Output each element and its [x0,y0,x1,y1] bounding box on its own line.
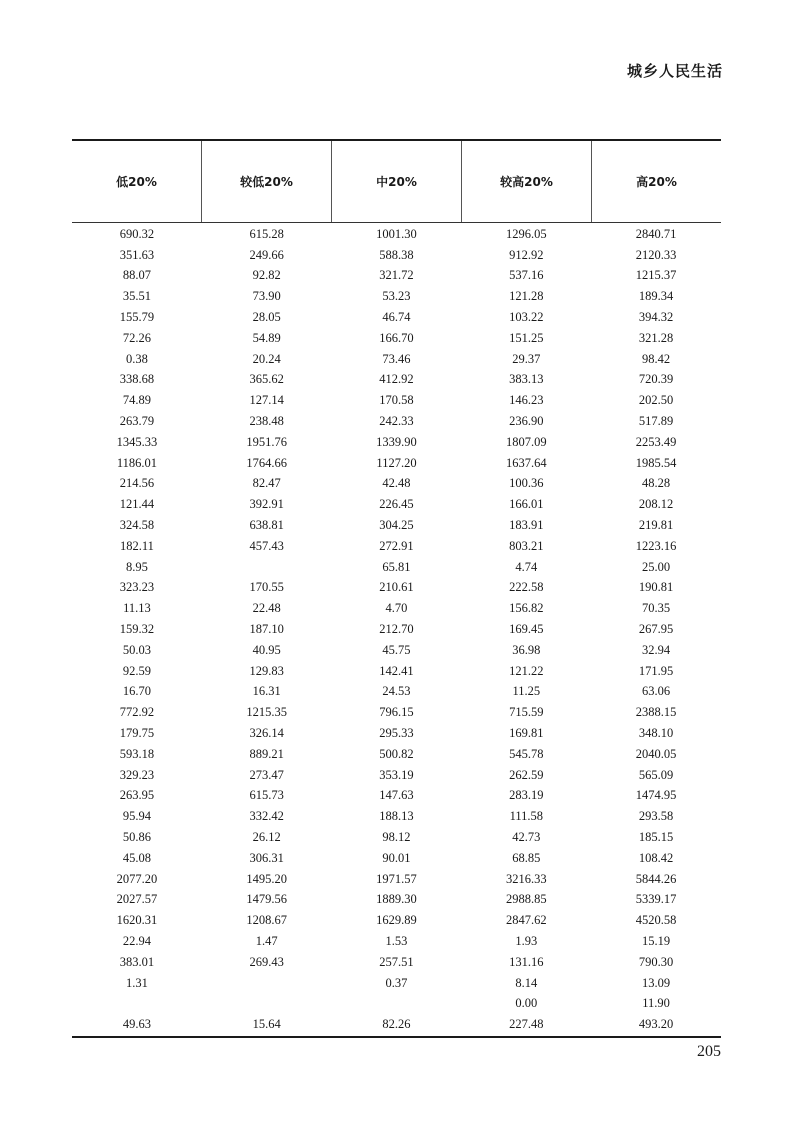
table-cell: 222.58 [509,580,544,595]
table-cell: 2253.49 [635,434,677,449]
table-cell: 1215.35 [246,705,287,720]
table-cell: 92.82 [252,268,281,283]
table-cell: 1889.30 [376,892,417,907]
table-cell: 155.79 [119,310,155,325]
table-cell: 90.01 [382,850,411,865]
table-row [72,1014,721,1035]
table-cell: 365.62 [249,372,284,387]
table-row [72,474,721,495]
table-cell: 98.12 [382,830,411,844]
table-cell: 8.95 [125,559,148,574]
table-cell: 11.25 [512,684,541,699]
table-cell: 351.63 [119,247,155,262]
table-cell: 187.10 [249,622,284,637]
table-cell: 263.79 [119,414,155,429]
table-cell: 383.01 [119,954,155,969]
table-cell: 615.28 [249,226,284,241]
table-row [72,328,721,349]
table-cell: 1345.33 [116,434,158,449]
table-cell: 170.55 [249,580,284,595]
table-cell: 249.66 [249,247,284,262]
table-cell: 29.37 [512,351,541,366]
table-cell: 304.25 [379,518,414,533]
table-cell: 638.81 [249,518,284,533]
table-cell: 182.11 [119,538,154,553]
table-cell: 269.43 [249,954,284,969]
table-cell: 2988.85 [505,892,547,907]
table-row [72,640,721,661]
table-cell: 73.90 [252,289,281,304]
table-cell: 129.83 [249,663,284,678]
table-cell: 715.59 [509,705,544,720]
table-cell: 912.92 [509,247,544,262]
table-cell: 4520.58 [635,913,677,928]
table-cell: 46.74 [382,310,411,325]
table-cell: 545.78 [509,746,544,761]
table-row [72,307,721,328]
table-cell: 32.94 [642,642,671,657]
table-cell: 35.51 [122,289,151,304]
table-row [72,848,721,869]
table-cell: 457.43 [249,538,284,553]
table-cell: 73.46 [382,351,411,366]
table-cell: 273.47 [249,767,284,782]
table-cell: 1629.89 [376,913,417,928]
table-cell: 142.41 [379,663,414,678]
table-cell: 1637.64 [505,455,547,470]
table-cell: 2388.15 [635,705,677,720]
table-cell: 42.48 [382,476,411,491]
table-cell: 1.93 [515,933,538,948]
table-cell: 111.58 [509,809,544,824]
table-cell: 15.64 [252,1017,281,1032]
table-row [72,494,721,515]
table-cell: 1620.31 [116,913,158,928]
table-cell: 82.47 [252,476,281,491]
table-cell: 88.07 [122,268,151,283]
table-cell: 20.24 [252,351,281,366]
table-cell: 615.73 [249,788,284,803]
table-cell: 1296.05 [505,226,547,241]
table-cell: 171.95 [638,663,674,678]
table-row [72,952,721,973]
table-cell: 1985.54 [635,455,677,470]
table-cell: 889.21 [249,746,284,761]
table-row [72,702,721,723]
table-row [72,890,721,911]
table-cell: 2847.62 [505,913,547,928]
table-cell: 103.22 [509,310,544,325]
table-row [72,910,721,931]
table-row [72,370,721,391]
table-cell: 238.48 [249,414,284,429]
table-cell: 183.91 [509,518,544,533]
table-cell: 4.70 [385,601,408,616]
table-cell: 1764.66 [246,455,287,470]
table-cell: 63.06 [642,684,671,699]
table-row [72,578,721,599]
table-cell: 329.23 [119,767,155,782]
table-row [72,536,721,557]
table-cell: 3216.33 [505,871,547,886]
table-cell: 53.23 [382,289,411,304]
table-cell: 2040.05 [635,746,677,761]
running-head: 城乡人民生活 [626,62,723,80]
table-row [72,286,721,307]
table-cell: 121.28 [509,289,544,304]
data-table [72,139,721,1038]
table-cell: 272.91 [379,538,414,553]
table-cell: 323.23 [119,580,155,595]
table-cell: 190.81 [638,580,674,595]
table-cell: 2077.20 [116,871,158,886]
table-cell: 493.20 [638,1017,674,1032]
table-cell: 1.47 [255,933,278,948]
table-cell: 36.98 [512,642,541,657]
table-cell: 2027.57 [116,892,158,907]
table-cell: 1495.20 [246,871,287,886]
table-cell: 1479.56 [246,892,287,907]
table-cell: 588.38 [379,247,414,262]
table-row [72,786,721,807]
table-cell: 1186.01 [116,455,157,470]
table-cell: 170.58 [379,393,414,408]
table-cell: 8.14 [515,975,538,990]
table-row [72,557,721,578]
table-cell: 185.15 [638,830,674,844]
table-cell: 95.94 [122,809,151,824]
table-cell: 208.12 [638,497,674,512]
table-cell: 796.15 [379,705,414,720]
table-row [72,411,721,432]
table-cell: 353.19 [379,767,414,782]
table-cell: 45.75 [382,642,411,657]
table-cell: 1215.37 [635,268,677,283]
table-row [72,682,721,703]
table-row [72,661,721,682]
table-cell: 188.13 [379,809,414,824]
table-row [72,827,721,848]
table-cell: 283.19 [509,788,544,803]
table-cell: 214.56 [119,476,155,491]
table-row [72,515,721,536]
table-cell: 517.89 [638,414,674,429]
table-row [72,432,721,453]
table-cell: 11.13 [123,601,151,616]
table-cell: 54.89 [252,330,281,345]
table-cell: 5844.26 [635,871,677,886]
table-row [72,744,721,765]
table-cell: 127.14 [249,393,284,408]
table-cell: 412.92 [379,372,414,387]
table-cell: 321.28 [638,330,674,345]
table-cell: 210.61 [379,580,414,595]
column-header-high: 高20% [636,175,677,189]
table-cell: 383.13 [509,372,544,387]
table-cell: 326.14 [249,726,284,741]
table-cell: 169.45 [509,622,544,637]
table-cell: 42.73 [512,830,541,844]
table-cell: 2120.33 [635,247,677,262]
table-cell: 2840.71 [635,226,677,241]
table-cell: 49.63 [122,1017,151,1032]
table-cell: 72.26 [122,330,151,345]
table-cell: 1807.09 [505,434,547,449]
table-cell: 267.95 [638,622,674,637]
table-cell: 11.90 [642,996,670,1011]
table-cell: 1951.76 [246,434,287,449]
table-cell: 720.39 [638,372,674,387]
table-cell: 189.34 [638,289,674,304]
table-cell: 70.35 [642,601,671,616]
table-row [72,245,721,266]
table-cell: 0.38 [125,351,148,366]
table-cell: 1127.20 [376,455,417,470]
table-row [72,390,721,411]
table-cell: 212.70 [379,622,414,637]
table-cell: 28.05 [252,310,281,325]
table-header [72,141,721,223]
table-cell: 306.31 [249,850,284,865]
table-cell: 332.42 [249,809,284,824]
table-row [72,266,721,287]
table-cell: 16.70 [122,684,151,699]
table-cell: 1208.67 [246,913,287,928]
table-body [72,223,721,1035]
table-cell: 1.31 [125,975,148,990]
table-cell: 1.53 [385,933,408,948]
table-row [72,224,721,245]
table-cell: 24.53 [382,684,411,699]
table-cell: 159.32 [119,622,155,637]
table-cell: 1474.95 [635,788,677,803]
table-cell: 263.95 [119,788,155,803]
table-row [72,869,721,890]
table-bottom-rule [72,1036,721,1038]
table-cell: 48.28 [642,476,671,491]
table-cell: 690.32 [119,226,155,241]
table-cell: 92.59 [122,663,151,678]
table-row [72,973,721,994]
table-cell: 593.18 [119,746,155,761]
table-cell: 179.75 [119,726,155,741]
table-cell: 324.58 [119,518,155,533]
table-cell: 156.82 [509,601,544,616]
table-cell: 803.21 [509,538,544,553]
table-row [72,619,721,640]
table-row [72,765,721,786]
table-cell: 121.44 [119,497,155,512]
table-row [72,723,721,744]
table-cell: 226.45 [379,497,414,512]
table-cell: 295.33 [379,726,414,741]
page-number: 205 [697,1043,721,1060]
column-header-lower: 较低20% [202,141,332,222]
column-header-low: 低20% [72,141,202,222]
column-header-higher: 较高20% [462,141,592,222]
column-header-middle: 中20% [332,141,462,222]
table-cell: 82.26 [382,1017,411,1032]
table-cell: 321.72 [379,268,414,283]
table-cell: 68.85 [512,850,541,865]
table-row [72,806,721,827]
table-cell: 500.82 [379,746,414,761]
table-cell: 394.32 [638,310,674,325]
table-cell: 219.81 [638,518,674,533]
table-cell: 4.74 [515,559,538,574]
table-cell: 166.01 [509,497,544,512]
table-cell: 257.51 [379,954,414,969]
table-cell: 242.33 [379,414,414,429]
table-row [72,993,721,1014]
table-cell: 348.10 [638,726,674,741]
table-cell: 40.95 [252,642,281,657]
table-cell: 108.42 [638,850,674,865]
table-cell: 50.86 [122,830,151,844]
table-cell: 1223.16 [635,538,677,553]
table-cell: 147.63 [379,788,414,803]
table-cell: 25.00 [642,559,671,574]
table-cell: 15.19 [642,933,671,948]
table-cell: 74.89 [122,393,151,408]
table-cell: 338.68 [119,372,155,387]
table-cell: 22.48 [252,601,281,616]
table-cell: 293.58 [638,809,674,824]
table-cell: 1339.90 [376,434,417,449]
table-cell: 1001.30 [376,226,417,241]
table-cell: 22.94 [122,933,151,948]
table-cell: 121.22 [509,663,544,678]
table-cell: 5339.17 [635,892,677,907]
table-cell: 392.91 [249,497,284,512]
table-cell: 13.09 [642,975,671,990]
table-cell: 262.59 [509,767,544,782]
table-cell: 0.00 [515,996,538,1011]
table-cell: 0.37 [385,975,408,990]
table-cell: 236.90 [509,414,544,429]
table-cell: 790.30 [638,954,674,969]
table-cell: 100.36 [509,476,544,491]
table-cell: 1971.57 [376,871,417,886]
table-cell: 169.81 [509,726,544,741]
table-cell: 772.92 [119,705,155,720]
table-cell: 50.03 [122,642,151,657]
table-cell: 227.48 [509,1017,544,1032]
table-cell: 202.50 [638,393,674,408]
table-cell: 537.16 [509,268,544,283]
table-cell: 98.42 [642,351,671,366]
table-cell: 146.23 [509,393,544,408]
table-cell: 65.81 [382,559,411,574]
table-row [72,598,721,619]
table-cell: 565.09 [638,767,674,782]
table-cell: 45.08 [122,850,151,865]
table-cell: 26.12 [252,830,281,844]
table-cell: 16.31 [252,684,281,699]
table-row [72,349,721,370]
table-cell: 131.16 [509,954,544,969]
table-cell: 151.25 [509,330,544,345]
table-row [72,453,721,474]
table-cell: 166.70 [379,330,414,345]
table-row [72,931,721,952]
